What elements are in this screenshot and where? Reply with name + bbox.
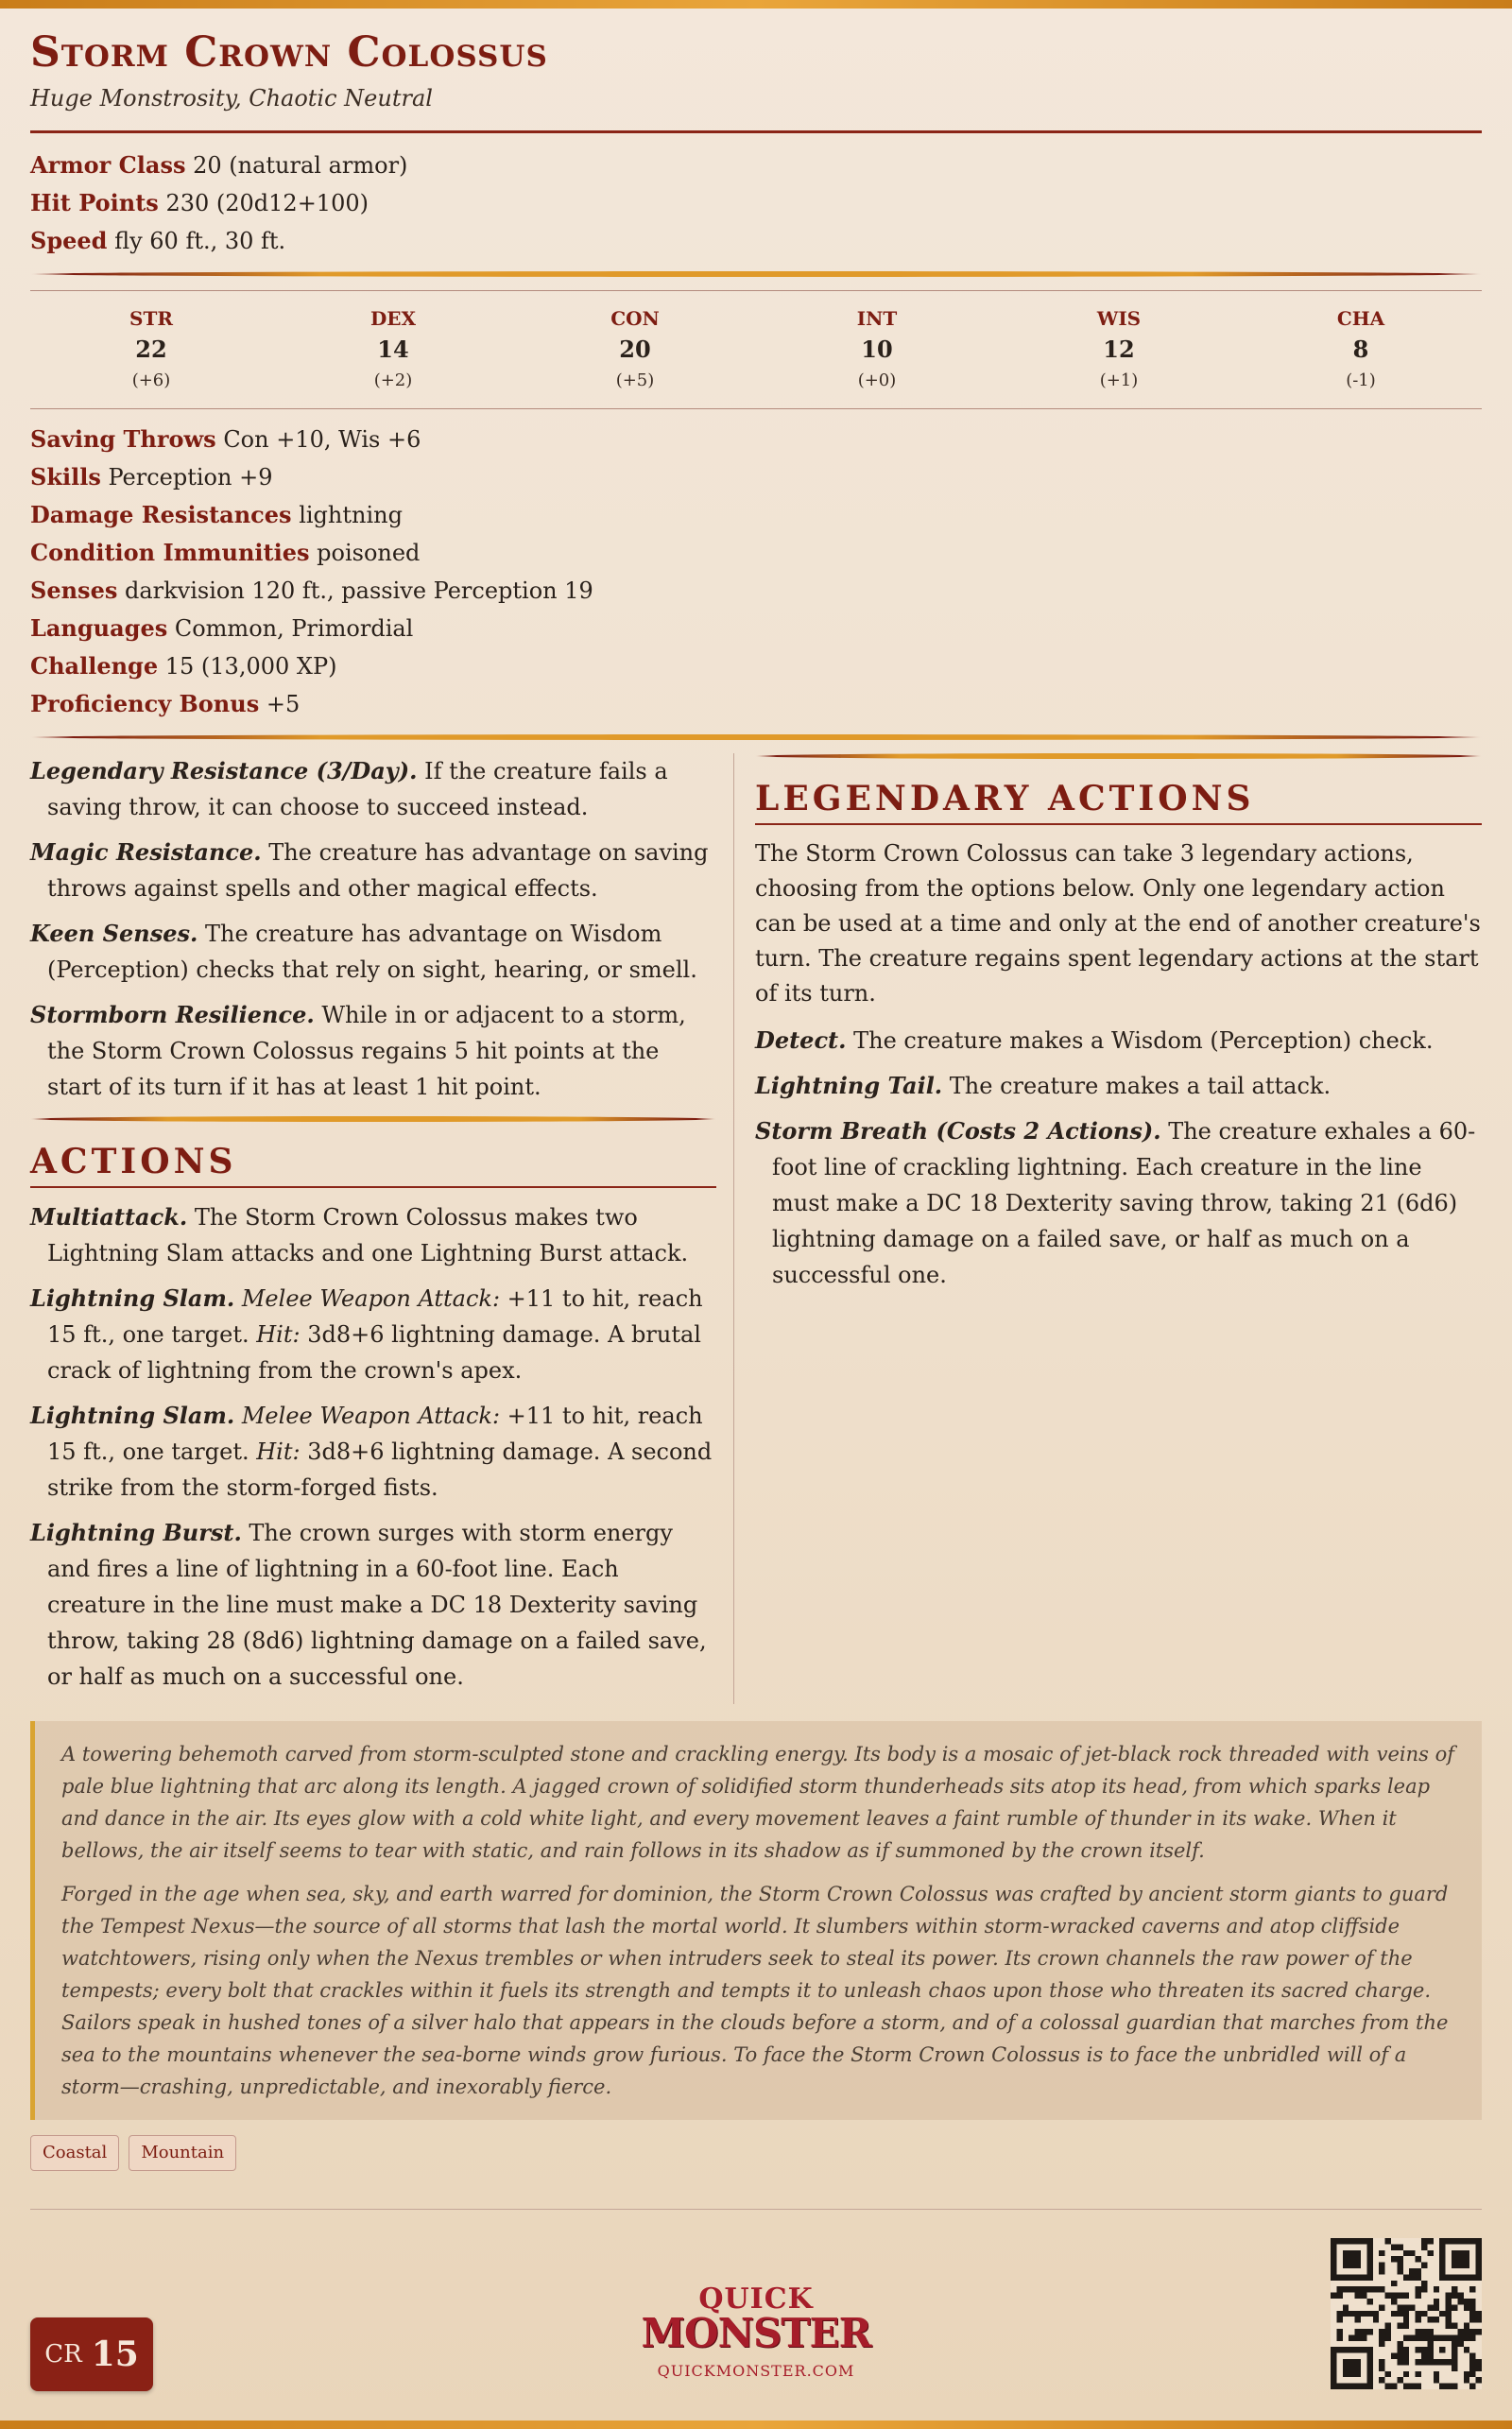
footer-divider bbox=[30, 2209, 1482, 2210]
prop-label: Skills bbox=[30, 463, 101, 491]
prop-value: lightning bbox=[299, 502, 403, 528]
prop-value: Con +10, Wis +6 bbox=[223, 426, 421, 453]
monster-name: Storm Crown Colossus bbox=[30, 28, 548, 77]
ability-dex bbox=[272, 304, 514, 395]
trait-name: Magic Resistance. bbox=[30, 838, 262, 866]
armor-class bbox=[30, 146, 1482, 184]
legendary-entry bbox=[755, 1023, 1482, 1059]
monster-type: Huge Monstrosity, Chaotic Neutral bbox=[30, 85, 433, 112]
tag-coastal[interactable]: Coastal bbox=[30, 2135, 119, 2171]
ability-score: 20 bbox=[619, 336, 651, 363]
right-column bbox=[733, 753, 1482, 1704]
site-url[interactable]: QUICKMONSTER.COM bbox=[657, 2362, 855, 2380]
attack-type: Melee Weapon Attack: bbox=[241, 1403, 501, 1429]
ability-name: DEX bbox=[369, 307, 417, 330]
ability-modifier: (+1) bbox=[1099, 370, 1139, 390]
damage-resistances bbox=[30, 496, 1482, 534]
prop-label: Challenge bbox=[30, 652, 159, 680]
header-divider bbox=[30, 130, 1482, 133]
lore-paragraph: Forged in the age when sea, sky, and earth warred for dominion, the Storm Crown Colossus was crafted by ancient storm giants to guard the Tempest Nexus—the source of all storms that lash the mortal world. It slumbers within storm-wracked caverns and atop cliffside watchtowers, rising only when the Nexus trembles or when intruders seek to steal its power. Its crown channels the raw power of the tempests; every bolt that crackles within it fuels its strength and tempts it to unleash chaos upon those who threaten its sacred charge. Sailors speak in hushed tones of a silver halo that appears in the clouds before a storm, and of a colossal guardian that marches from the sea to the mountains whenever the sea-borne winds grow furious. To face the Storm Crown Colossus is to face the unbridled will of a storm—crashing, unpredictable, and inexorably fierce. bbox=[61, 1883, 1449, 2098]
section-divider bbox=[755, 753, 1482, 759]
ability-modifier: (+6) bbox=[131, 370, 171, 390]
proficiency-bonus bbox=[30, 685, 1482, 723]
quickmonster-logo[interactable] bbox=[624, 2285, 888, 2386]
traits bbox=[30, 753, 716, 1105]
skills bbox=[30, 458, 1482, 496]
legendary-name: Storm Breath (Costs 2 Actions). bbox=[755, 1117, 1161, 1145]
hit-label: Hit: bbox=[256, 1438, 301, 1465]
legendary-name: Lightning Tail. bbox=[755, 1072, 943, 1099]
trait-entry bbox=[30, 997, 716, 1105]
prop-label: Proficiency Bonus bbox=[30, 690, 260, 717]
top-accent-bar bbox=[0, 0, 1512, 9]
prop-label: Damage Resistances bbox=[30, 501, 292, 528]
cr-label: CR bbox=[44, 2340, 82, 2369]
challenge bbox=[30, 647, 1482, 685]
logo-word-monster: MONSTER bbox=[641, 2310, 871, 2356]
saving-throws bbox=[30, 421, 1482, 458]
prop-label: Saving Throws bbox=[30, 425, 216, 453]
prop-value: +5 bbox=[266, 691, 301, 717]
legendary-actions-heading: LEGENDARY ACTIONS bbox=[755, 774, 1482, 825]
trait-entry bbox=[30, 835, 716, 906]
hit-label: Hit: bbox=[256, 1321, 301, 1348]
logo-word-quick: QUICK bbox=[698, 2283, 814, 2316]
prop-value: darkvision 120 ft., passive Perception 19 bbox=[124, 577, 593, 604]
section-divider bbox=[30, 1116, 716, 1122]
senses bbox=[30, 572, 1482, 610]
bottom-accent-bar bbox=[0, 2420, 1512, 2429]
ability-score: 10 bbox=[861, 336, 893, 363]
speed bbox=[30, 222, 1482, 260]
legendary-entry bbox=[755, 1068, 1482, 1104]
action-name: Lightning Slam. bbox=[30, 1402, 235, 1429]
ability-scores bbox=[30, 290, 1482, 409]
detail-stats bbox=[30, 409, 1482, 723]
environment-tags bbox=[30, 2135, 1482, 2171]
ability-modifier: (+5) bbox=[615, 370, 655, 390]
ability-score: 8 bbox=[1352, 336, 1369, 363]
tag-mountain[interactable]: Mountain bbox=[129, 2135, 236, 2171]
legendary-text: The creature makes a tail attack. bbox=[942, 1073, 1332, 1099]
action-text: +11 to hit, reach 15 ft., one target. bbox=[47, 1285, 703, 1348]
legendary-name: Detect. bbox=[755, 1026, 847, 1054]
section-divider bbox=[30, 271, 1482, 277]
ability-name: CON bbox=[610, 307, 660, 330]
qr-code-icon bbox=[1331, 2238, 1482, 2389]
action-entry bbox=[30, 1515, 716, 1695]
prop-value: 20 (natural armor) bbox=[193, 152, 408, 179]
ability-score: 12 bbox=[1103, 336, 1135, 363]
condition-immunities bbox=[30, 534, 1482, 572]
trait-text: While in or adjacent to a storm, the Storm Crown Colossus regains 5 hit points at the start of its turn if it has at least 1 hit point. bbox=[47, 1002, 686, 1100]
prop-label: Senses bbox=[30, 577, 118, 604]
ability-str bbox=[30, 304, 272, 395]
attack-type: Melee Weapon Attack: bbox=[241, 1285, 501, 1312]
action-damage: 3d8+6 lightning damage. A brutal crack of lightning from the crown's apex. bbox=[47, 1321, 701, 1384]
action-entry bbox=[30, 1398, 716, 1506]
actions-list bbox=[30, 1199, 716, 1695]
action-name: Lightning Burst. bbox=[30, 1519, 242, 1546]
ability-modifier: (+0) bbox=[857, 370, 897, 390]
action-text: +11 to hit, reach 15 ft., one target. bbox=[47, 1403, 703, 1465]
left-column bbox=[30, 753, 733, 1704]
basic-stats bbox=[30, 146, 1482, 260]
legendary-intro: The Storm Crown Colossus can take 3 legendary actions, choosing from the options below. Only one legendary action can be used at a time and only at the end of another creature's turn. The creature regains spent legendary actions at the start of its turn. bbox=[755, 840, 1481, 1007]
action-name: Lightning Slam. bbox=[30, 1284, 235, 1312]
prop-value: 230 (20d12+100) bbox=[165, 190, 369, 216]
lore-box bbox=[30, 1721, 1482, 2120]
stat-block bbox=[30, 25, 1482, 2210]
action-text: The crown surges with storm energy and fires a line of lightning in a 60-foot line. Each creature in the line must make a DC 18 Dexterity saving throw, taking 28 (8d6) lightning damage on a failed save, or half as much on a successful one. bbox=[47, 1520, 707, 1690]
prop-label: Hit Points bbox=[30, 189, 159, 216]
prop-label: Languages bbox=[30, 614, 168, 642]
action-entry bbox=[30, 1199, 716, 1271]
ability-wis bbox=[998, 304, 1240, 395]
trait-name: Legendary Resistance (3/Day). bbox=[30, 757, 418, 784]
actions-heading: ACTIONS bbox=[30, 1137, 716, 1188]
ability-con bbox=[514, 304, 756, 395]
action-damage: 3d8+6 lightning damage. A second strike from the storm-forged fists. bbox=[47, 1438, 713, 1501]
trait-name: Keen Senses. bbox=[30, 920, 198, 947]
trait-entry bbox=[30, 916, 716, 988]
ability-name: INT bbox=[856, 307, 898, 330]
prop-value: poisoned bbox=[317, 540, 421, 566]
lore-paragraph: A towering behemoth carved from storm-sculpted stone and crackling energy. Its body is a mosaic of jet-black rock threaded with veins of pale blue lightning that arc along its length. A jagged crown of solidified storm thunderheads sits atop its head, from which sparks leap and dance in the air. Its eyes glow with a cold white light, and every movement leaves a faint rumble of thunder in its wake. When it bellows, the air itself seems to tear with static, and rain follows in its shadow as if summoned by the crown itself. bbox=[61, 1743, 1454, 1862]
ability-name: STR bbox=[129, 307, 173, 330]
ability-name: CHA bbox=[1336, 307, 1385, 330]
prop-value: Perception +9 bbox=[108, 464, 273, 491]
two-column-body bbox=[30, 753, 1482, 1704]
ability-int bbox=[756, 304, 998, 395]
legendary-entry bbox=[755, 1113, 1482, 1293]
ability-cha bbox=[1240, 304, 1482, 395]
languages bbox=[30, 610, 1482, 647]
action-entry bbox=[30, 1281, 716, 1388]
prop-value: Common, Primordial bbox=[174, 615, 414, 642]
prop-value: fly 60 ft., 30 ft. bbox=[114, 228, 286, 254]
legendary-text: The creature exhales a 60-foot line of crackling lightning. Each creature in the line must make a DC 18 Dexterity saving throw, taking 21 (6d6) lightning damage on a failed save, or half as much on a successful one. bbox=[772, 1118, 1476, 1288]
ability-score: 22 bbox=[135, 336, 167, 363]
trait-name: Stormborn Resilience. bbox=[30, 1001, 315, 1028]
ability-modifier: (-1) bbox=[1346, 370, 1376, 390]
cr-badge bbox=[30, 2317, 153, 2391]
prop-label: Armor Class bbox=[30, 151, 186, 179]
prop-value: 15 (13,000 XP) bbox=[164, 653, 337, 680]
prop-label: Speed bbox=[30, 227, 108, 254]
prop-label: Condition Immunities bbox=[30, 539, 310, 566]
trait-text: The creature has advantage on Wisdom (Perception) checks that rely on sight, hearing, or smell. bbox=[47, 921, 697, 983]
hit-points bbox=[30, 184, 1482, 222]
action-text: The Storm Crown Colossus makes two Lightning Slam attacks and one Lightning Burst attack. bbox=[47, 1204, 689, 1266]
section-divider bbox=[30, 734, 1482, 740]
cr-value: 15 bbox=[91, 2334, 139, 2374]
ability-name: WIS bbox=[1096, 307, 1142, 330]
legendary-text: The creature makes a Wisdom (Perception) check. bbox=[846, 1027, 1434, 1054]
action-name: Multiattack. bbox=[30, 1203, 188, 1231]
trait-text: The creature has advantage on saving throws against spells and other magical effects. bbox=[47, 839, 709, 902]
trait-text: If the creature fails a saving throw, it can choose to succeed instead. bbox=[47, 758, 668, 820]
trait-entry bbox=[30, 753, 716, 825]
ability-score: 14 bbox=[377, 336, 409, 363]
ability-modifier: (+2) bbox=[373, 370, 413, 390]
